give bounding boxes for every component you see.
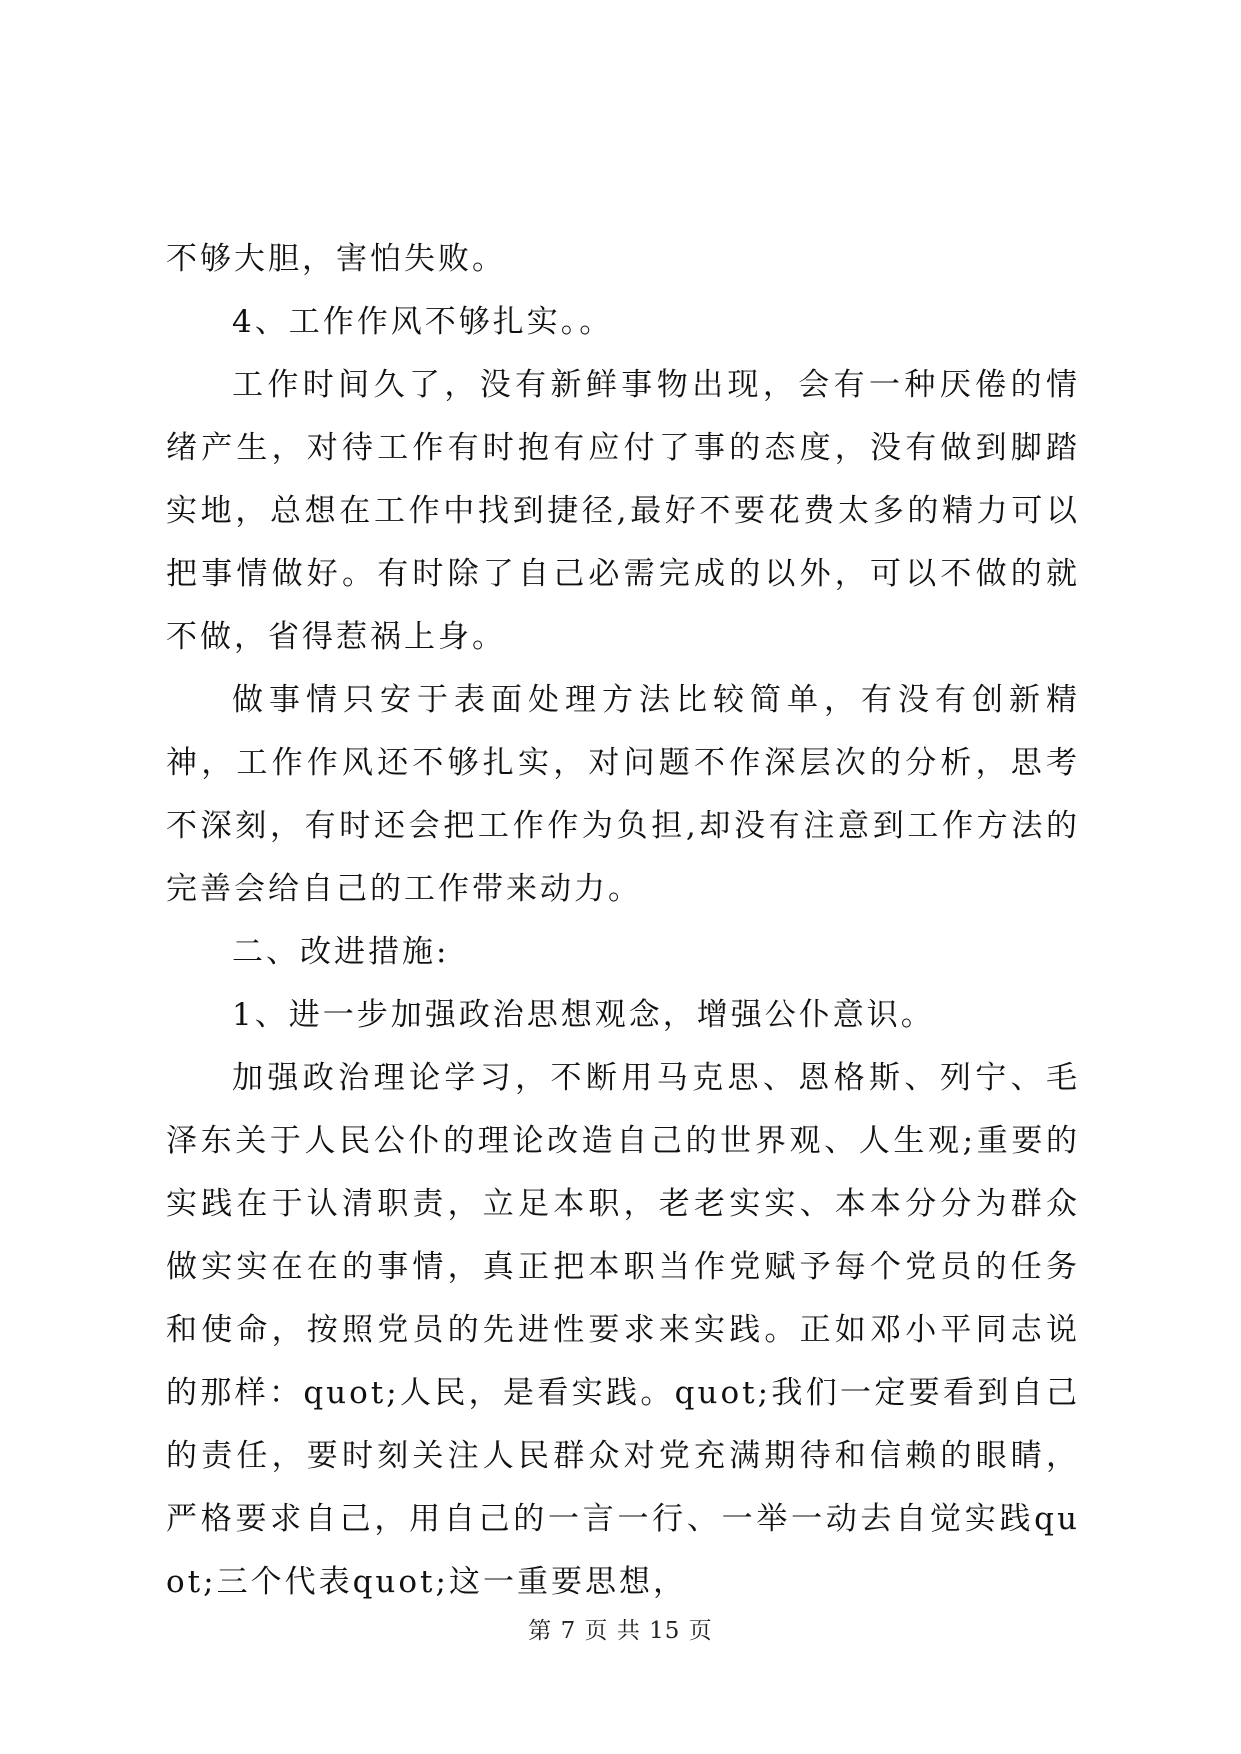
paragraph-superficial-handling: 做事情只安于表面处理方法比较简单，有没有创新精神，工作作风还不够扎实，对问题不作深层次的分析，思考不深刻，有时还会把工作作为负担,却没有注意到工作方法的完善会给自己的工作带来动力。	[166, 682, 1080, 907]
page-footer: 第 7 页 共 15 页	[528, 1618, 713, 1644]
subheading-political-thought: 1、进一步加强政治思想观念，增强公仆意识。	[232, 997, 935, 1033]
subheading-work-style: 4、工作作风不够扎实。。	[232, 304, 614, 340]
document-body	[166, 228, 1080, 1614]
section-heading-improvements: 二、改进措施:	[232, 934, 450, 970]
paragraph-work-fatigue: 工作时间久了，没有新鲜事物出现，会有一种厌倦的情绪产生，对待工作有时抱有应付了事的态度，没有做到脚踏实地，总想在工作中找到捷径,最好不要花费太多的精力可以把事情做好。有时除了自己必需完成的以外，可以不做的就不做，省得惹祸上身。	[166, 367, 1080, 655]
paragraph-continuation: 不够大胆，害怕失败。	[166, 241, 506, 277]
paragraph-political-study: 加强政治理论学习，不断用马克思、恩格斯、列宁、毛泽东关于人民公仆的理论改造自己的世界观、人生观;重要的实践在于认清职责，立足本职，老老实实、本本分分为群众做实实在在的事情，真正把本职当作党赋予每个党员的任务和使命，按照党员的先进性要求来实践。正如邓小平同志说的那样：quot;人民，是看实践。quot;我们一定要看到自己的责任，要时刻关注人民群众对党充满期待和信赖的眼睛，严格要求自己，用自己的一言一行、一举一动去自觉实践quot;三个代表quot;这一重要思想，	[166, 1060, 1080, 1600]
